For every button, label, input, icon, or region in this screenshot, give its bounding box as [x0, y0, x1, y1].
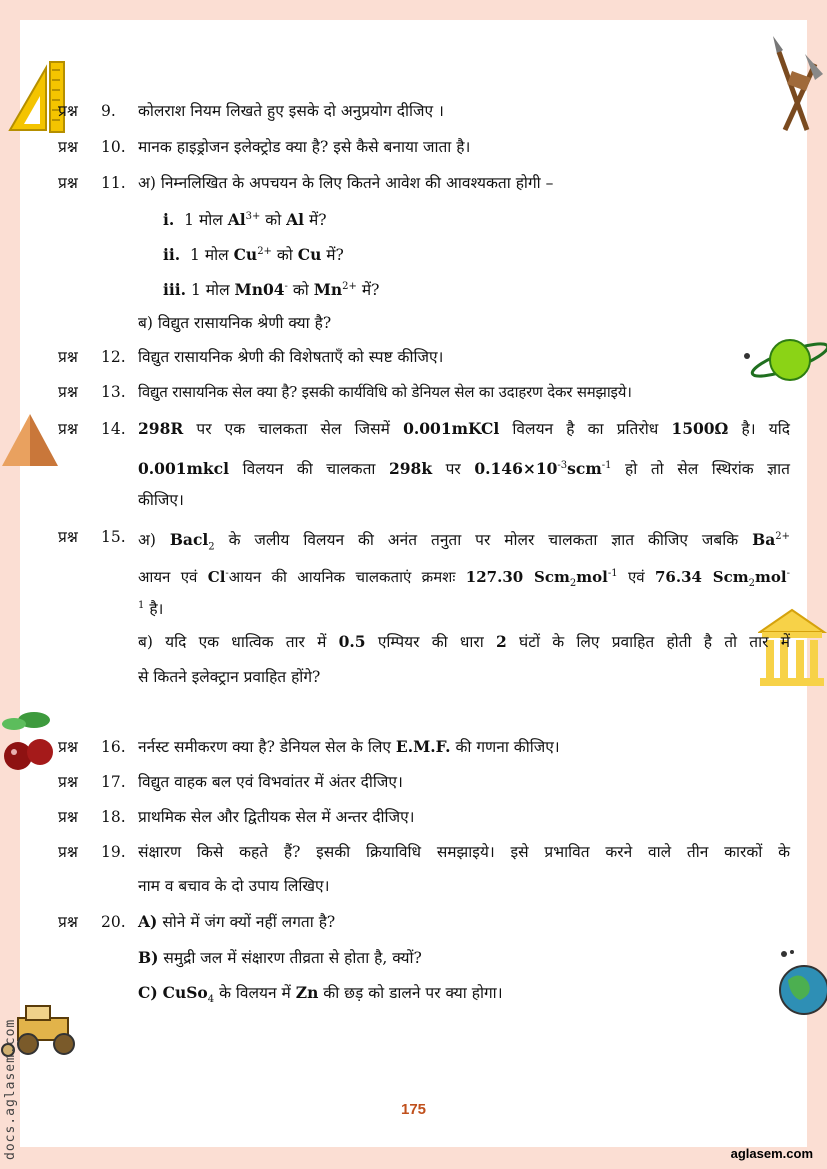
question-label: प्रश्न — [58, 738, 78, 756]
question-text: A) सोने में जंग क्यों नहीं लगता है? — [138, 912, 336, 931]
sub-item-line: iii. 1 मोल Mn04- को $Mn^{2+}$ में? — [163, 280, 380, 300]
question-label: प्रश्न — [58, 102, 78, 120]
question-label: प्रश्न — [58, 773, 78, 791]
question-label: प्रश्न — [58, 383, 78, 401]
question-text: नाम व बचाव के दो उपाय लिखिए। — [138, 877, 330, 895]
question-text: $^1$ है। — [138, 600, 164, 619]
question-number: 10. — [101, 138, 126, 156]
question-number: 12. — [101, 348, 126, 366]
page-number: 175 — [400, 1101, 427, 1118]
question-text: मानक हाइड्रोजन इलेक्ट्रोड क्या है? इसे कैसे बनाया जाता है। — [138, 138, 471, 156]
question-number: 15. — [101, 528, 126, 546]
question-text: B) समुद्री जल में संक्षारण तीव्रता से होता है, क्यों? — [138, 948, 422, 967]
pyramid-icon — [0, 410, 60, 470]
question-text: प्राथमिक सेल और द्वितीयक सेल में अन्तर दीजिए। — [138, 808, 415, 826]
question-text: विद्युत रासायनिक श्रेणी की विशेषताएँ को स्पष्ट कीजिए। — [138, 348, 444, 366]
question-label: प्रश्न — [58, 138, 78, 156]
question-number: 11. — [101, 174, 126, 192]
question-number: 13. — [101, 383, 126, 401]
question-label: प्रश्न — [58, 528, 78, 546]
question-text: ब) यदि एक धात्विक तार में 0.5 एम्पियर की धारा 2 घंटों के लिए प्रवाहित होती है तो तार में — [138, 632, 790, 651]
question-text: विद्युत रासायनिक सेल क्या है? इसकी कार्यविधि को डेनियल सेल का उदाहरण देकर समझाइये। — [138, 383, 632, 401]
question-number: 19. — [101, 843, 126, 861]
cherries-icon — [0, 708, 60, 778]
question-text: संक्षारण किसे कहते हैं? इसकी क्रियाविधि समझाइये। इसे प्रभावित करने वाले तीन कारकों के — [138, 843, 790, 861]
question-label: प्रश्न — [58, 808, 78, 826]
question-text: से कितने इलेक्ट्रान प्रवाहित होंगे? — [138, 668, 321, 686]
question-text: 0.001mkcl विलयन की चालकता 298k पर $0.146\times 10^{-3}scm^{-1}$ हो तो सेल स्थिरांक ज्ञात — [138, 459, 790, 479]
question-number: 17. — [101, 773, 126, 791]
question-text: 298R पर एक चालकता सेल जिसमें 0.001mKCl विलयन है का प्रतिरोध 1500Ω है। यदि — [138, 419, 790, 438]
question-text: C) CuSo$_4$ के विलयन में Zn की छड़ को डालने पर क्या होगा। — [138, 983, 503, 1006]
site-link[interactable]: aglasem.com — [730, 1146, 813, 1161]
planet-icon — [740, 330, 827, 390]
globe-icon — [778, 948, 827, 1018]
question-text: अ) Bacl$_2$ के जलीय विलयन की अनंत तनुता पर मोलर चालकता ज्ञात कीजिए जबकि $Ba^{2+}$ — [138, 530, 791, 553]
question-number: 16. — [101, 738, 126, 756]
question-number: 9. — [101, 102, 116, 120]
sub-item-line: i. 1 मोल $Al^{3+}$ को Al में? — [163, 210, 327, 230]
ruler-triangle-icon — [4, 60, 68, 134]
question-text: कीजिए। — [138, 491, 184, 509]
question-number: 20. — [101, 913, 126, 931]
question-text: विद्युत वाहक बल एवं विभवांतर में अंतर दीजिए। — [138, 773, 403, 791]
question-label: प्रश्न — [58, 348, 78, 366]
question-text: आयन एवं Cl-आयन की आयनिक चालकताएं क्रमशः 127.30 Scm$_2$mol$^{-1}$ एवं 76.34 Scm$_2$mol- — [138, 568, 790, 589]
question-number: 18. — [101, 808, 126, 826]
question-label: प्रश्न — [58, 420, 78, 438]
question-number: 14. — [101, 420, 126, 438]
question-label: प्रश्न — [58, 913, 78, 931]
sub-item-line: ii. 1 मोल $Cu^{2+}$ को Cu में? — [163, 245, 344, 265]
side-watermark: docs.aglasem.com — [3, 1018, 18, 1160]
tools-icon — [765, 34, 825, 134]
question-text: नर्नस्ट समीकरण क्या है? डेनियल सेल के लिए E.M.F. की गणना कीजिए। — [138, 737, 560, 756]
question-label: प्रश्न — [58, 174, 78, 192]
question-text: कोलराश नियम लिखते हुए इसके दो अनुप्रयोग दीजिए । — [138, 102, 444, 120]
question-label: प्रश्न — [58, 843, 78, 861]
question-text: अ) निम्नलिखित के अपचयन के लिए कितने आवेश की आवश्यकता होगी – — [138, 174, 554, 192]
question-text: ब) विद्युत रासायनिक श्रेणी क्या है? — [138, 314, 332, 332]
